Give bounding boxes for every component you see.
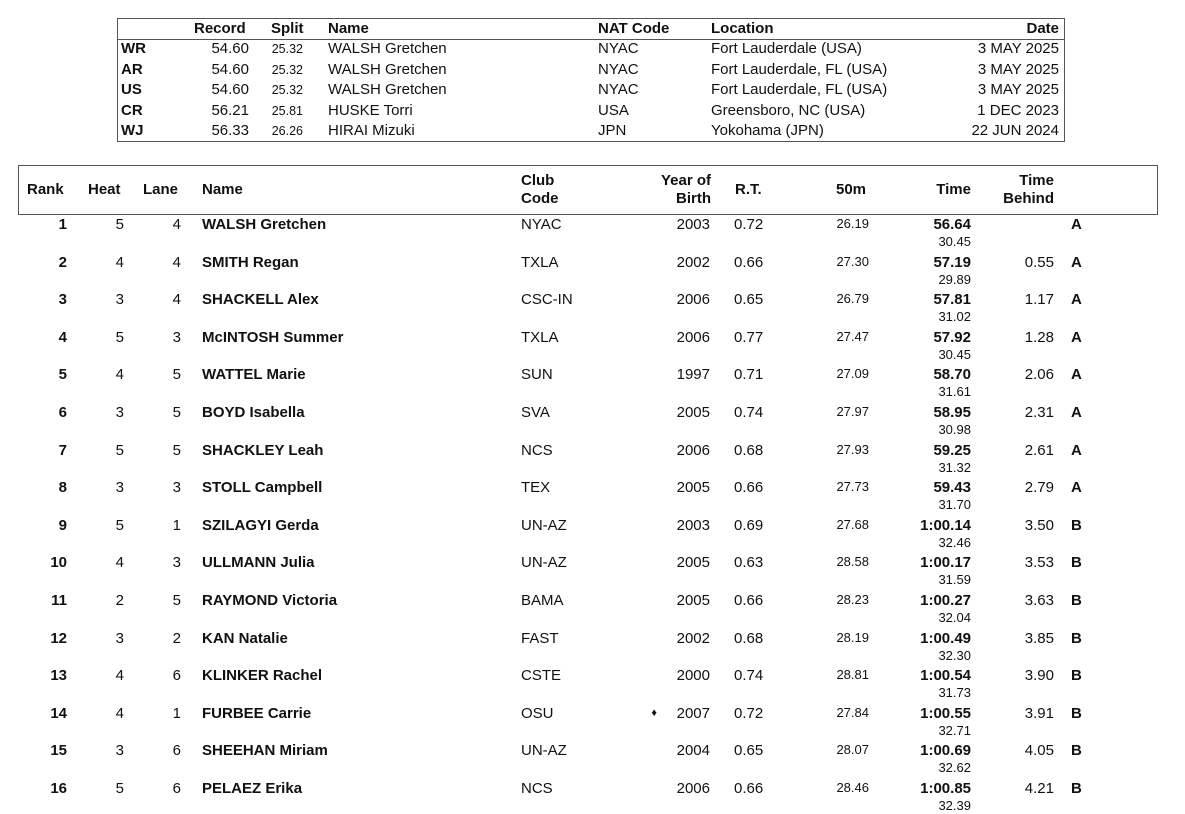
rank: 8: [58, 479, 67, 497]
club-code: TXLA: [521, 328, 559, 346]
final-time: 1:00.17: [920, 554, 971, 572]
record-time: 56.21: [211, 101, 249, 119]
year-of-birth: 2007: [676, 704, 710, 722]
record-location: Fort Lauderdale, FL (USA): [711, 81, 888, 98]
record-split: 25.81: [271, 103, 303, 118]
heat: 4: [115, 704, 124, 722]
athlete-name: PELAEZ Erika: [202, 780, 303, 797]
athlete-name: KAN Natalie: [202, 629, 288, 647]
split-100m: 30.45: [938, 346, 971, 362]
final-time: 1:00.54: [920, 667, 971, 685]
header-rank: Rank: [27, 181, 64, 198]
time-behind: 3.91: [1024, 704, 1054, 722]
reaction-time: 0.63: [734, 554, 764, 572]
split-100m: 31.61: [938, 384, 971, 400]
rank: 6: [58, 404, 67, 421]
split-50m: 28.46: [836, 780, 869, 795]
reaction-time: 0.72: [734, 216, 764, 233]
split-100m: 30.45: [938, 234, 971, 249]
heat: 5: [115, 441, 124, 459]
lane: 1: [172, 704, 181, 722]
athlete-name: WATTEL Marie: [202, 366, 306, 384]
time-behind: 2.61: [1024, 441, 1054, 459]
reaction-time: 0.72: [734, 704, 764, 722]
heat: 3: [115, 629, 124, 647]
time-behind: 0.55: [1024, 253, 1054, 271]
qualification-mark: A: [1071, 479, 1082, 497]
heat: 3: [115, 742, 124, 760]
lane: 6: [172, 780, 181, 797]
lane: 5: [172, 592, 181, 609]
rank: 15: [50, 742, 67, 760]
year-of-birth: 2006: [676, 291, 710, 309]
rank: 13: [50, 667, 67, 685]
athlete-name: BOYD Isabella: [202, 404, 305, 421]
reaction-time: 0.65: [734, 742, 764, 760]
year-of-birth: 2002: [676, 629, 710, 647]
rank: 12: [50, 629, 67, 647]
split-50m: 27.73: [836, 479, 869, 495]
time-behind: 4.21: [1024, 780, 1054, 797]
lane: 5: [172, 441, 181, 459]
records-header: [118, 19, 1064, 40]
record-location: Fort Lauderdale (USA): [711, 40, 862, 57]
final-time: 57.81: [933, 291, 971, 309]
split-50m: 28.19: [836, 629, 869, 645]
year-of-birth: 2005: [676, 479, 710, 497]
lane: 6: [172, 742, 181, 760]
reaction-time: 0.77: [734, 328, 764, 346]
record-time: 54.60: [211, 60, 249, 78]
year-of-birth: 2003: [676, 216, 710, 233]
header-club-line1: Club: [521, 172, 555, 189]
header-behind-line2: Behind: [1003, 190, 1054, 207]
final-time: 1:00.85: [920, 780, 971, 797]
club-code: NCS: [521, 441, 553, 459]
split-100m: 31.02: [938, 309, 971, 325]
rank: 16: [50, 780, 67, 797]
year-of-birth: 2002: [676, 253, 710, 271]
split-100m: 32.62: [938, 760, 971, 776]
athlete-name: SZILAGYI Gerda: [202, 516, 319, 534]
club-code: NYAC: [521, 216, 562, 233]
club-code: SUN: [521, 366, 553, 384]
record-name: HUSKE Torri: [328, 101, 413, 119]
year-of-birth: 2005: [676, 554, 710, 572]
qualification-mark: A: [1071, 253, 1082, 271]
reaction-time: 0.68: [734, 629, 764, 647]
record-nat: NYAC: [598, 81, 639, 98]
time-behind: 2.31: [1024, 404, 1054, 421]
rank: 1: [58, 216, 67, 233]
record-split: 25.32: [271, 42, 303, 56]
split-100m: 30.98: [938, 422, 971, 437]
split-100m: 32.71: [938, 722, 971, 738]
athlete-name: WALSH Gretchen: [202, 216, 327, 233]
split-50m: 27.84: [836, 704, 869, 720]
heat: 3: [115, 404, 124, 421]
club-code: FAST: [521, 629, 559, 647]
final-time: 56.64: [933, 216, 971, 233]
split-50m: 27.93: [836, 441, 869, 457]
heat: 5: [115, 216, 124, 233]
header-rt: R.T.: [735, 181, 762, 198]
qualification-mark: B: [1071, 742, 1082, 760]
heat: 4: [115, 253, 124, 271]
record-name: WALSH Gretchen: [328, 60, 447, 78]
heat: 4: [115, 366, 124, 384]
record-code: AR: [121, 60, 143, 78]
records-header-record: Record: [194, 20, 246, 37]
header-behind-line1: Time: [1019, 172, 1054, 189]
record-time: 54.60: [211, 81, 249, 98]
heat: 5: [115, 328, 124, 346]
qualification-mark: A: [1071, 441, 1082, 459]
split-100m: 31.32: [938, 459, 971, 475]
athlete-name: SMITH Regan: [202, 253, 299, 271]
final-time: 59.25: [933, 441, 971, 459]
record-code: WJ: [121, 122, 144, 139]
athlete-name: ULLMANN Julia: [202, 554, 315, 572]
club-code: BAMA: [521, 592, 564, 609]
header-yob-line1: Year of: [660, 172, 711, 189]
year-of-birth: 2000: [676, 667, 710, 685]
time-behind: 3.90: [1024, 667, 1054, 685]
heat: 5: [115, 780, 124, 797]
lane: 3: [172, 554, 181, 572]
lane: 1: [172, 516, 181, 534]
reaction-time: 0.66: [734, 592, 764, 609]
split-50m: 28.07: [836, 742, 869, 758]
time-behind: 4.05: [1024, 742, 1054, 760]
rank: 14: [50, 704, 67, 722]
diamond-icon: ♦: [651, 706, 657, 719]
final-time: 1:00.69: [920, 742, 971, 760]
athlete-name: FURBEE Carrie: [202, 704, 312, 722]
final-time: 57.19: [933, 253, 971, 271]
time-behind: 3.50: [1024, 516, 1054, 534]
club-code: NCS: [521, 780, 553, 797]
lane: 4: [172, 291, 181, 309]
final-time: 1:00.55: [920, 704, 971, 722]
qualification-mark: B: [1071, 780, 1082, 797]
time-behind: 1.17: [1024, 291, 1054, 309]
heat: 4: [115, 667, 124, 685]
results-header: [18, 165, 1158, 215]
athlete-name: SHEEHAN Miriam: [202, 742, 328, 760]
qualification-mark: A: [1071, 216, 1082, 233]
year-of-birth: 2006: [676, 780, 710, 797]
reaction-time: 0.66: [734, 780, 764, 797]
lane: 3: [172, 479, 181, 497]
heat: 5: [115, 516, 124, 534]
final-time: 1:00.49: [920, 629, 971, 647]
club-code: CSTE: [521, 667, 562, 685]
split-50m: 26.19: [836, 216, 869, 231]
qualification-mark: B: [1071, 592, 1082, 609]
club-code: TEX: [521, 479, 551, 497]
reaction-time: 0.68: [734, 441, 764, 459]
time-behind: 3.63: [1024, 592, 1054, 609]
header-50m: 50m: [836, 181, 867, 198]
header-lane: Lane: [143, 181, 179, 198]
reaction-time: 0.69: [734, 516, 764, 534]
record-name: WALSH Gretchen: [328, 81, 447, 98]
lane: 5: [172, 404, 181, 421]
year-of-birth: 2003: [676, 516, 710, 534]
records-header-nat: NAT Code: [598, 20, 670, 37]
split-100m: 31.70: [938, 497, 971, 513]
record-split: 25.32: [271, 62, 303, 77]
reaction-time: 0.74: [734, 667, 764, 685]
records-header-date: Date: [1026, 20, 1059, 37]
header-name: Name: [202, 181, 243, 198]
record-nat: NYAC: [598, 60, 639, 78]
final-time: 58.95: [933, 404, 971, 421]
record-date: 22 JUN 2024: [971, 122, 1059, 139]
time-behind: 2.06: [1024, 366, 1054, 384]
records-header-location: Location: [711, 20, 774, 37]
year-of-birth: 2005: [676, 592, 710, 609]
qualification-mark: B: [1071, 704, 1082, 722]
time-behind: 2.79: [1024, 479, 1054, 497]
records-header-split: Split: [271, 20, 304, 37]
record-date: 3 MAY 2025: [977, 60, 1059, 78]
rank: 7: [58, 441, 67, 459]
athlete-name: SHACKELL Alex: [202, 291, 319, 309]
athlete-name: RAYMOND Victoria: [202, 592, 338, 609]
qualification-mark: A: [1071, 328, 1082, 346]
heat: 3: [115, 479, 124, 497]
club-code: UN-AZ: [521, 516, 567, 534]
split-50m: 27.47: [836, 328, 869, 344]
lane: 5: [172, 366, 181, 384]
record-split: 26.26: [271, 124, 303, 138]
year-of-birth: 1997: [676, 366, 710, 384]
club-code: OSU: [521, 704, 554, 722]
record-name: WALSH Gretchen: [328, 40, 447, 57]
time-behind: 3.85: [1024, 629, 1054, 647]
rank: 3: [58, 291, 67, 309]
qualification-mark: B: [1071, 516, 1082, 534]
qualification-mark: A: [1071, 291, 1082, 309]
year-of-birth: 2006: [676, 441, 710, 459]
qualification-mark: A: [1071, 404, 1082, 421]
split-50m: 27.97: [836, 404, 869, 419]
record-nat: JPN: [598, 122, 627, 139]
split-100m: 32.39: [938, 798, 971, 813]
reaction-time: 0.66: [734, 479, 764, 497]
heat: 4: [115, 554, 124, 572]
split-50m: 28.23: [836, 592, 869, 607]
split-100m: 31.73: [938, 685, 971, 701]
rank: 2: [58, 253, 67, 271]
split-50m: 27.68: [836, 516, 869, 532]
rank: 5: [58, 366, 67, 384]
athlete-name: McINTOSH Summer: [202, 328, 344, 346]
lane: 2: [172, 629, 181, 647]
qualification-mark: A: [1071, 366, 1082, 384]
athlete-name: KLINKER Rachel: [202, 667, 323, 685]
reaction-time: 0.65: [734, 291, 764, 309]
reaction-time: 0.71: [734, 366, 764, 384]
header-time: Time: [936, 181, 971, 198]
header-club-line2: Code: [521, 190, 559, 207]
record-split: 25.32: [271, 83, 303, 97]
final-time: 59.43: [933, 479, 971, 497]
year-of-birth: 2006: [676, 328, 710, 346]
rank: 4: [58, 328, 67, 346]
time-behind: 1.28: [1024, 328, 1054, 346]
qualification-mark: B: [1071, 554, 1082, 572]
record-date: 3 MAY 2025: [977, 40, 1059, 57]
record-time: 56.33: [211, 122, 249, 139]
split-100m: 31.59: [938, 572, 971, 588]
time-behind: 3.53: [1024, 554, 1054, 572]
split-50m: 27.30: [836, 253, 869, 269]
header-yob-line2: Birth: [676, 190, 711, 207]
reaction-time: 0.66: [734, 253, 764, 271]
lane: 4: [172, 216, 181, 233]
final-time: 1:00.14: [920, 516, 971, 534]
record-location: Yokohama (JPN): [711, 122, 824, 139]
record-nat: USA: [598, 101, 629, 119]
record-location: Fort Lauderdale, FL (USA): [711, 60, 888, 78]
record-time: 54.60: [211, 40, 249, 57]
lane: 3: [172, 328, 181, 346]
year-of-birth: 2004: [676, 742, 710, 760]
record-date: 1 DEC 2023: [977, 101, 1059, 119]
final-time: 58.70: [933, 366, 971, 384]
club-code: UN-AZ: [521, 742, 567, 760]
records-table: [117, 18, 1065, 142]
split-50m: 26.79: [836, 291, 869, 307]
record-name: HIRAI Mizuki: [328, 122, 415, 139]
records-header-name: Name: [328, 20, 369, 37]
split-100m: 29.89: [938, 271, 971, 287]
heat: 3: [115, 291, 124, 309]
club-code: UN-AZ: [521, 554, 567, 572]
final-time: 1:00.27: [920, 592, 971, 609]
club-code: SVA: [521, 404, 550, 421]
split-50m: 27.09: [836, 366, 869, 382]
record-code: CR: [121, 101, 143, 119]
split-100m: 32.30: [938, 647, 971, 663]
record-code: US: [121, 81, 142, 98]
rank: 11: [51, 592, 67, 609]
header-heat: Heat: [88, 181, 121, 198]
record-location: Greensboro, NC (USA): [711, 101, 866, 119]
reaction-time: 0.74: [734, 404, 764, 421]
club-code: CSC-IN: [521, 291, 573, 309]
rank: 10: [50, 554, 67, 572]
lane: 6: [172, 667, 181, 685]
heat: 2: [115, 592, 124, 609]
year-of-birth: 2005: [676, 404, 710, 421]
qualification-mark: B: [1071, 629, 1082, 647]
split-50m: 28.58: [836, 554, 869, 570]
record-nat: NYAC: [598, 40, 639, 57]
final-time: 57.92: [933, 328, 971, 346]
split-100m: 32.46: [938, 534, 971, 550]
athlete-name: STOLL Campbell: [202, 479, 323, 497]
club-code: TXLA: [521, 253, 559, 271]
record-code: WR: [121, 40, 146, 57]
rank: 9: [58, 516, 67, 534]
qualification-mark: B: [1071, 667, 1082, 685]
record-date: 3 MAY 2025: [977, 81, 1059, 98]
split-100m: 32.04: [938, 610, 971, 625]
split-50m: 28.81: [836, 667, 869, 683]
athlete-name: SHACKLEY Leah: [202, 441, 324, 459]
lane: 4: [172, 253, 181, 271]
